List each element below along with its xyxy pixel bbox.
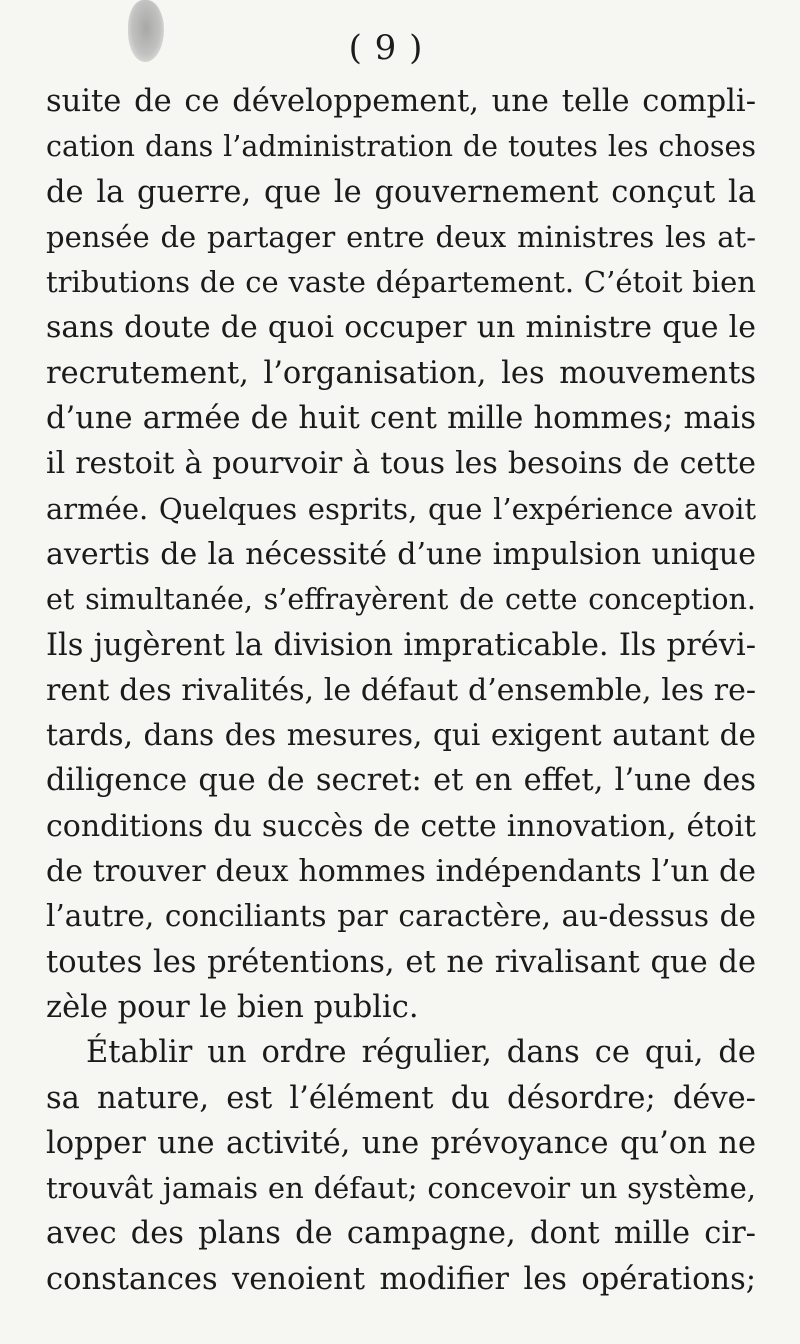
text-line: zèle pour le bien public.	[46, 989, 419, 1025]
text-line: avec des plans de campagne, dont mille cir-	[46, 1216, 756, 1252]
text-line: sa nature, est l’élément du désordre; déve-	[46, 1080, 756, 1116]
text-line: constances venoient modifier les opérations;	[46, 1261, 756, 1297]
text-line: sans doute de quoi occuper un ministre que le	[46, 310, 756, 346]
text-line: il restoit à pourvoir à tous les besoins de cette	[46, 446, 756, 482]
text-line: recrutement, l’organisation, les mouvements	[46, 355, 756, 391]
text-line: diligence que de secret: et en effet, l’une des	[46, 763, 756, 799]
text-line: de trouver deux hommes indépendants l’un de	[46, 854, 756, 890]
text-line: armée. Quelques esprits, que l’expérience avoit	[46, 491, 756, 526]
page-number: ( 9 )	[348, 28, 424, 68]
text-line: toutes les prétentions, et ne rivalisant que de	[46, 944, 756, 980]
text-line: suite de ce développement, une telle compli-	[46, 84, 756, 119]
text-line: de la guerre, que le gouvernement conçut la	[46, 174, 756, 210]
text-line: pensée de partager entre deux ministres les at-	[46, 219, 756, 254]
text-line: tributions de ce vaste département. C’étoit bien	[46, 265, 756, 300]
text-line: l’autre, conciliants par caractère, au-dessus de	[46, 899, 756, 934]
text-line: cation dans l’administration de toutes les choses	[46, 130, 756, 164]
text-line: rent des rivalités, le défaut d’ensemble, les re-	[46, 672, 756, 708]
text-line: d’une armée de huit cent mille hommes; mais	[46, 401, 756, 437]
text-line: trouvât jamais en défaut; concevoir un système,	[46, 1171, 756, 1206]
body-text	[46, 79, 756, 1302]
text-line: conditions du succès de cette innovation, étoit	[46, 808, 756, 844]
text-line: avertis de la nécessité d’une impulsion unique	[46, 536, 756, 572]
text-line: Établir un ordre régulier, dans ce qui, de	[86, 1035, 756, 1071]
text-line: Ils jugèrent la division impraticable. Ils prévi-	[46, 627, 756, 663]
text-line: et simultanée, s’effrayèrent de cette conception.	[46, 583, 756, 617]
text-line: tards, dans des mesures, qui exigent autant de	[46, 718, 756, 753]
text-line: lopper une activité, une prévoyance qu’on ne	[46, 1125, 756, 1161]
